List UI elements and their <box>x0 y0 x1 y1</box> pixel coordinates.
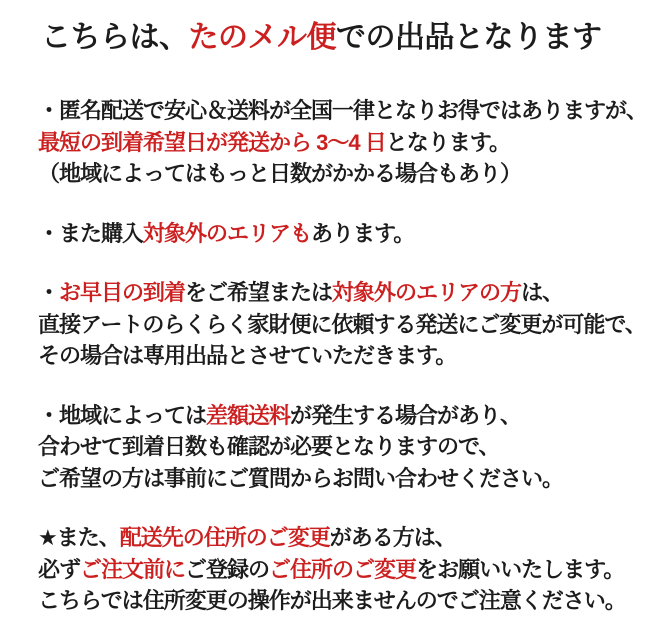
text-segment: その場合は専用出品とさせていただきます。 <box>38 343 457 368</box>
text-segment: 直接アートのらくらく家財便に依頼する発送にご変更が可能で、 <box>38 311 646 337</box>
text-line <box>38 431 630 463</box>
text-segment: をご希望または <box>185 280 333 305</box>
text-segment: ご登録の <box>185 556 270 582</box>
text-segment: 配送先の住所のご変更 <box>119 525 330 550</box>
text-segment: ・ <box>38 280 60 305</box>
notice-paragraph <box>38 277 646 372</box>
text-line <box>38 585 630 617</box>
text-segment: こちらは、 <box>41 21 189 54</box>
text-line <box>38 309 646 341</box>
text-segment: ご注文前に <box>80 556 186 582</box>
text-line <box>38 340 630 372</box>
text-segment: こちらでは住所変更の操作が出来ませんのでご注意ください。 <box>38 588 626 613</box>
text-segment: ・匿名配送で安心＆送料が全国一律となりお得ではありますが、 <box>38 98 648 123</box>
text-segment: お早目の到着 <box>59 280 186 305</box>
text-segment: あります。 <box>311 220 415 246</box>
text-segment: ・地域によっては <box>38 402 207 428</box>
text-segment: 最短の到着希望日が発送から 3～4 日 <box>38 129 386 155</box>
text-segment: （地域によってはもっと日数がかかる場合もあり） <box>38 161 522 186</box>
notice-paragraph <box>38 522 630 617</box>
text-line <box>38 218 630 250</box>
text-segment: での出品となります <box>336 21 602 54</box>
text-line <box>38 522 630 554</box>
text-line <box>38 400 630 432</box>
text-line <box>38 95 648 127</box>
text-line <box>38 277 630 309</box>
text-segment: 合わせて到着日数も確認が必要となりますので、 <box>38 434 500 459</box>
text-segment: をお願いいたします。 <box>416 556 625 582</box>
text-segment: 対象外のエリアも <box>143 220 312 246</box>
text-segment: ★また、 <box>38 525 120 550</box>
notice-paragraph <box>38 218 630 250</box>
text-line <box>38 158 630 190</box>
text-segment: 差額送料 <box>206 402 291 428</box>
text-line <box>38 554 630 586</box>
text-line <box>38 127 630 159</box>
page-title <box>41 18 630 58</box>
text-segment: 必ず <box>38 556 81 582</box>
text-segment: は、 <box>521 280 564 305</box>
text-segment: ご住所のご変更 <box>269 556 417 582</box>
text-line <box>38 463 630 495</box>
text-segment: ・また購入 <box>38 220 144 246</box>
notice-body <box>38 95 648 617</box>
text-segment: が発生する場合があり、 <box>290 402 522 428</box>
notice-paragraph <box>38 95 648 190</box>
text-segment: となります。 <box>385 129 510 155</box>
text-segment: がある方は、 <box>329 525 456 550</box>
notice-paragraph <box>38 400 630 495</box>
text-segment: ご希望の方は事前にご質問からお問い合わせください。 <box>38 465 564 491</box>
text-segment: たのメル便 <box>188 21 336 54</box>
text-segment: 対象外のエリアの方 <box>332 280 522 305</box>
